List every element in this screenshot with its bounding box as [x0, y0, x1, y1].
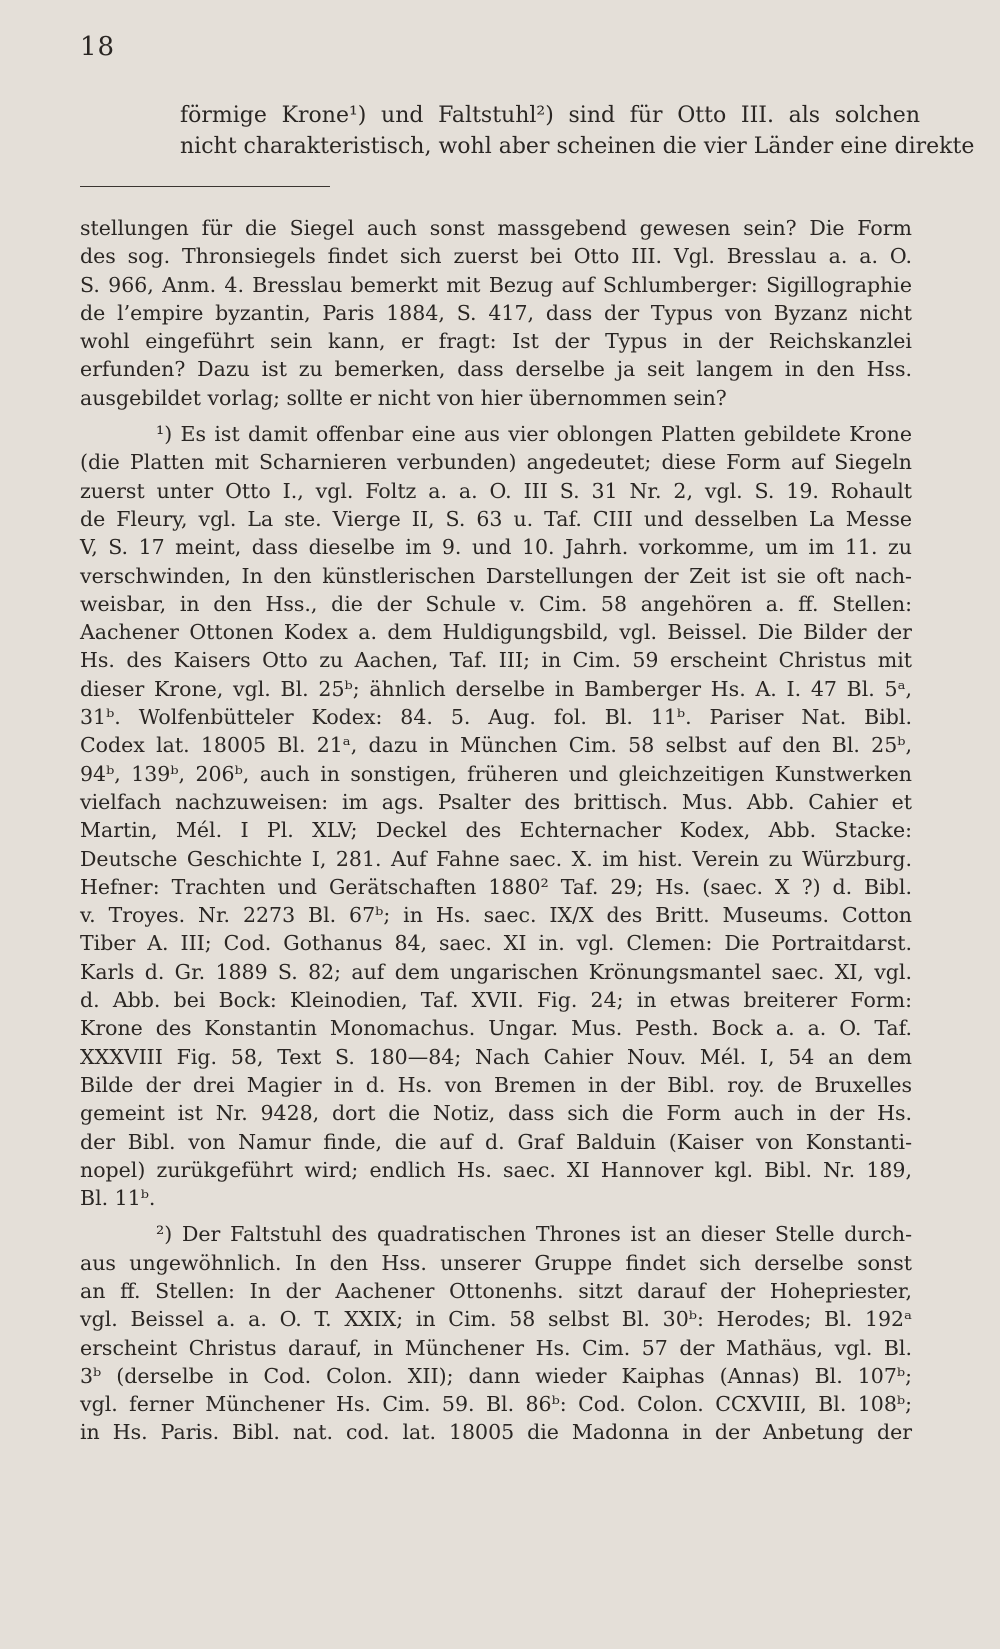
- footnote-1: [80, 420, 912, 1212]
- footnote-line: Tiber A. III; Cod. Gothanus 84, saec. XI in. vgl. Clemen: Die Portraitdarst.: [80, 931, 912, 956]
- footnote-line: Deutsche Geschichte I, 281. Auf Fahne saec. X. im hist. Verein zu Würzburg.: [80, 846, 912, 871]
- footnote-line: v. Troyes. Nr. 2273 Bl. 67ᵇ; in Hs. saec. IX/X des Britt. Museums. Cotton: [80, 903, 912, 928]
- main-text-line: nicht charakteristisch, wohl aber scheinen die vier Länder eine direkte: [180, 134, 975, 159]
- footnote-line: in Hs. Paris. Bibl. nat. cod. lat. 18005 die Madonna in der Anbetung der: [80, 1420, 912, 1445]
- footnote-continuation: [80, 214, 912, 412]
- footnote-line: vielfach nachzuweisen: im ags. Psalter des brittisch. Mus. Abb. Cahier et: [80, 789, 912, 814]
- footnote-line: verschwinden, In den künstlerischen Darstellungen der Zeit ist sie oft nach-: [80, 563, 912, 588]
- footnote-line: gemeint ist Nr. 9428, dort die Notiz, dass sich die Form auch in der Hs.: [80, 1101, 912, 1126]
- footnote-line: erfunden? Dazu ist zu bemerken, dass derselbe ja seit langem in den Hss.: [80, 357, 912, 382]
- footnote-line: de Fleury, vgl. La ste. Vierge II, S. 63 u. Taf. CIII und desselben La Messe: [80, 506, 912, 531]
- main-text: [180, 100, 975, 162]
- footnote-line: stellungen für die Siegel auch sonst massgebend gewesen sein? Die Form: [80, 216, 912, 240]
- footnote-line: der Bibl. von Namur finde, die auf d. Graf Balduin (Kaiser von Konstanti-: [80, 1129, 912, 1154]
- footnote-line: erscheint Christus darauf, in Münchener Hs. Cim. 57 der Mathäus, vgl. Bl.: [80, 1335, 912, 1360]
- footnote-line: ²) Der Faltstuhl des quadratischen Thrones ist an dieser Stelle durch-: [156, 1222, 912, 1247]
- footnote-line: Bl. 11ᵇ.: [80, 1186, 156, 1211]
- footnote-line: weisbar, in den Hss., die der Schule v. Cim. 58 angehören a. ff. Stellen:: [80, 591, 912, 616]
- footnotes: [80, 214, 912, 1447]
- footnote-line: V, S. 17 meint, dass dieselbe im 9. und 10. Jahrh. vorkomme, um im 11. zu: [80, 535, 912, 560]
- page-number: 18: [80, 32, 116, 62]
- footnote-line: XXXVIII Fig. 58, Text S. 180—84; Nach Cahier Nouv. Mél. I, 54 an dem: [80, 1044, 912, 1069]
- footnote-separator: [80, 186, 330, 187]
- footnote-line: 94ᵇ, 139ᵇ, 206ᵇ, auch in sonstigen, früheren und gleichzeitigen Kunstwerken: [80, 761, 912, 786]
- footnote-line: Codex lat. 18005 Bl. 21ᵃ, dazu in München Cim. 58 selbst auf den Bl. 25ᵇ,: [80, 733, 912, 758]
- footnote-line: dieser Krone, vgl. Bl. 25ᵇ; ähnlich derselbe in Bamberger Hs. A. I. 47 Bl. 5ᵃ,: [80, 676, 912, 701]
- footnote-line: aus ungewöhnlich. In den Hss. unserer Gruppe findet sich derselbe sonst: [80, 1250, 912, 1275]
- footnote-line: Aachener Ottonen Kodex a. dem Huldigungsbild, vgl. Beissel. Die Bilder der: [80, 620, 912, 645]
- footnote-line: ¹) Es ist damit offenbar eine aus vier oblongen Platten gebildete Krone: [156, 422, 912, 447]
- footnote-line: (die Platten mit Scharnieren verbunden) angedeutet; diese Form auf Siegeln: [80, 450, 912, 475]
- footnote-line: Karls d. Gr. 1889 S. 82; auf dem ungarischen Krönungsmantel saec. XI, vgl.: [80, 959, 912, 984]
- footnote-line: vgl. ferner Münchener Hs. Cim. 59. Bl. 86ᵇ: Cod. Colon. CCXVIII, Bl. 108ᵇ;: [80, 1392, 912, 1417]
- footnote-line: Krone des Konstantin Monomachus. Ungar. Mus. Pesth. Bock a. a. O. Taf.: [80, 1016, 912, 1041]
- footnote-line: des sog. Thronsiegels findet sich zuerst bei Otto III. Vgl. Bresslau a. a. O.: [80, 244, 912, 269]
- footnote-2: [80, 1220, 912, 1446]
- footnote-line: de l’empire byzantin, Paris 1884, S. 417, dass der Typus von Byzanz nicht: [80, 300, 912, 325]
- footnote-line: nopel) zurükgeführt wird; endlich Hs. saec. XI Hannover kgl. Bibl. Nr. 189,: [80, 1157, 912, 1182]
- footnote-line: Hs. des Kaisers Otto zu Aachen, Taf. III; in Cim. 59 erscheint Christus mit: [80, 648, 912, 673]
- footnote-line: Hefner: Trachten und Gerätschaften 1880² Taf. 29; Hs. (saec. X ?) d. Bibl.: [80, 874, 912, 899]
- footnote-line: 3ᵇ (derselbe in Cod. Colon. XII); dann wieder Kaiphas (Annas) Bl. 107ᵇ;: [80, 1363, 912, 1388]
- footnote-line: 31ᵇ. Wolfenbütteler Kodex: 84. 5. Aug. fol. Bl. 11ᵇ. Pariser Nat. Bibl.: [80, 705, 912, 730]
- footnote-line: Bilde der drei Magier in d. Hs. von Bremen in der Bibl. roy. de Bruxelles: [80, 1072, 912, 1097]
- footnote-line: wohl eingeführt sein kann, er fragt: Ist der Typus in der Reichskanzlei: [80, 329, 912, 354]
- footnote-line: ausgebildet vorlag; sollte er nicht von hier übernommen sein?: [80, 385, 727, 410]
- footnote-line: S. 966, Anm. 4. Bresslau bemerkt mit Bezug auf Schlumberger: Sigillographie: [80, 272, 912, 297]
- footnote-line: vgl. Beissel a. a. O. T. XXIX; in Cim. 58 selbst Bl. 30ᵇ: Herodes; Bl. 192ᵃ: [80, 1307, 912, 1332]
- footnote-line: an ff. Stellen: In der Aachener Ottonenhs. sitzt darauf der Hohepriester,: [80, 1278, 912, 1303]
- footnote-line: Martin, Mél. I Pl. XLV; Deckel des Echternacher Kodex, Abb. Stacke:: [80, 818, 912, 843]
- footnote-line: d. Abb. bei Bock: Kleinodien, Taf. XVII. Fig. 24; in etwas breiterer Form:: [80, 988, 912, 1013]
- main-text-line: förmige Krone¹) und Faltstuhl²) sind für Otto III. als solchen: [180, 103, 920, 128]
- footnote-line: zuerst unter Otto I., vgl. Foltz a. a. O. III S. 31 Nr. 2, vgl. S. 19. Rohault: [80, 478, 912, 503]
